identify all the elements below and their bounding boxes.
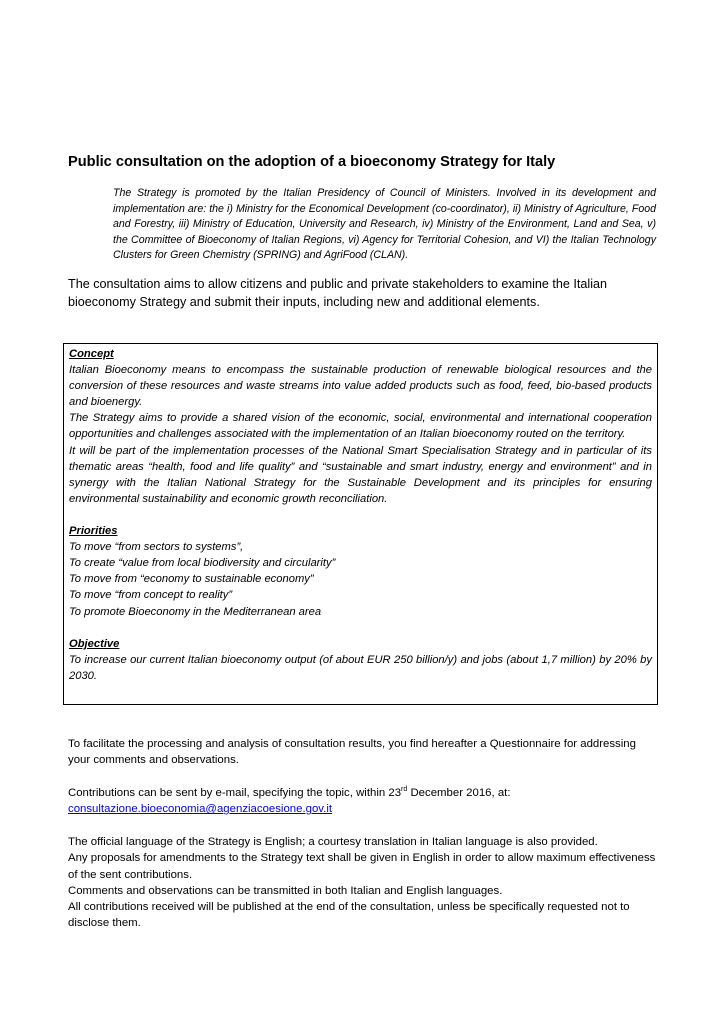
language-line: All contributions received will be published at the end of the consultation, unless be specifically requested not to disclose them. [68, 900, 630, 929]
priority-item: To move “from concept to reality” [69, 589, 233, 602]
consultation-instructions [68, 736, 658, 931]
language-line: The official language of the Strategy is English; a courtesy translation in Italian language is also provided. [68, 836, 598, 849]
concept-paragraph: It will be part of the implementation processes of the National Smart Specialisation Strategy and in particular of its thematic areas “health, food and life quality” and “sustainable and smart industry, energy and environment” and in synergy with the Italian National Strategy for the Sustainable Development and its principles for ensuring environmental sustainability and economic growth reconciliation. [69, 444, 652, 505]
priority-item: To move “from sectors to systems”, [69, 541, 244, 554]
objective-heading: Objective [69, 637, 120, 650]
strategy-intro: The Strategy is promoted by the Italian Presidency of Council of Ministers. Involved in its development and implementation are: the i) Ministry for the Economical Development (co-coordinator), ii) Ministry of Agriculture, Food and Forestry, iii) Ministry of Education, University and Research, iv) Ministry of the Environment, Land and Sea, v) the Committee of Bioeconomy of Italian Regions, vi) Agency for Territorial Cohesion, and VI) the Italian Technology Clusters for Green Chemistry (SPRING) and AgriFood (CLAN). [113, 187, 656, 262]
language-line: Comments and observations can be transmitted in both Italian and English languages. [68, 884, 503, 897]
contributions-text-end: December 2016, at: [407, 787, 511, 800]
priority-item: To promote Bioeconomy in the Mediterranean area [69, 605, 322, 618]
consultation-lead: The consultation aims to allow citizens and public and private stakeholders to examine the Italian bioeconomy Strategy and submit their inputs, including new and additional elements. [68, 277, 608, 309]
concept-paragraph: Italian Bioeconomy means to encompass the sustainable production of renewable biological resources and the conversion of these resources and waste streams into value added products such as food, feed, bio-based products and bioenergy. [69, 364, 652, 409]
strategy-summary-box [63, 343, 658, 705]
contact-email-link[interactable]: consultazione.bioeconomia@agenziacoesione.gov.it [68, 803, 333, 816]
contributions-paragraph [68, 785, 658, 801]
email-paragraph [68, 801, 658, 817]
facilitate-paragraph: To facilitate the processing and analysis of consultation results, you find hereafter a Questionnaire for addressing your comments and observations. [68, 738, 636, 767]
spacer [69, 507, 652, 523]
concept-heading: Concept [69, 348, 114, 360]
spacer [68, 817, 658, 834]
objective-text: To increase our current Italian bioeconomy output (of about EUR 250 billion/y) and jobs (about 1,7 million) by 20% by 2030. [69, 653, 652, 682]
priorities-heading: Priorities [69, 525, 118, 538]
page-title: Public consultation on the adoption of a bioeconomy Strategy for Italy [68, 154, 556, 170]
language-line: Any proposals for amendments to the Strategy text shall be given in English in order to allow maximum effectiveness of the sent contributions. [68, 852, 656, 881]
priority-item: To move from “economy to sustainable economy” [69, 573, 314, 586]
contributions-text: Contributions can be sent by e-mail, specifying the topic, within 23 [68, 787, 402, 800]
priority-item: To create “value from local biodiversity and circularity” [69, 557, 336, 570]
spacer [69, 620, 652, 636]
date-ordinal-suffix: rd [401, 786, 408, 794]
spacer [68, 768, 658, 785]
concept-paragraph: The Strategy aims to provide a shared vision of the economic, social, environmental and international cooperation opportunities and challenges associated with the implementation of an Italian bioeconomy routed on the territory. [69, 412, 652, 441]
